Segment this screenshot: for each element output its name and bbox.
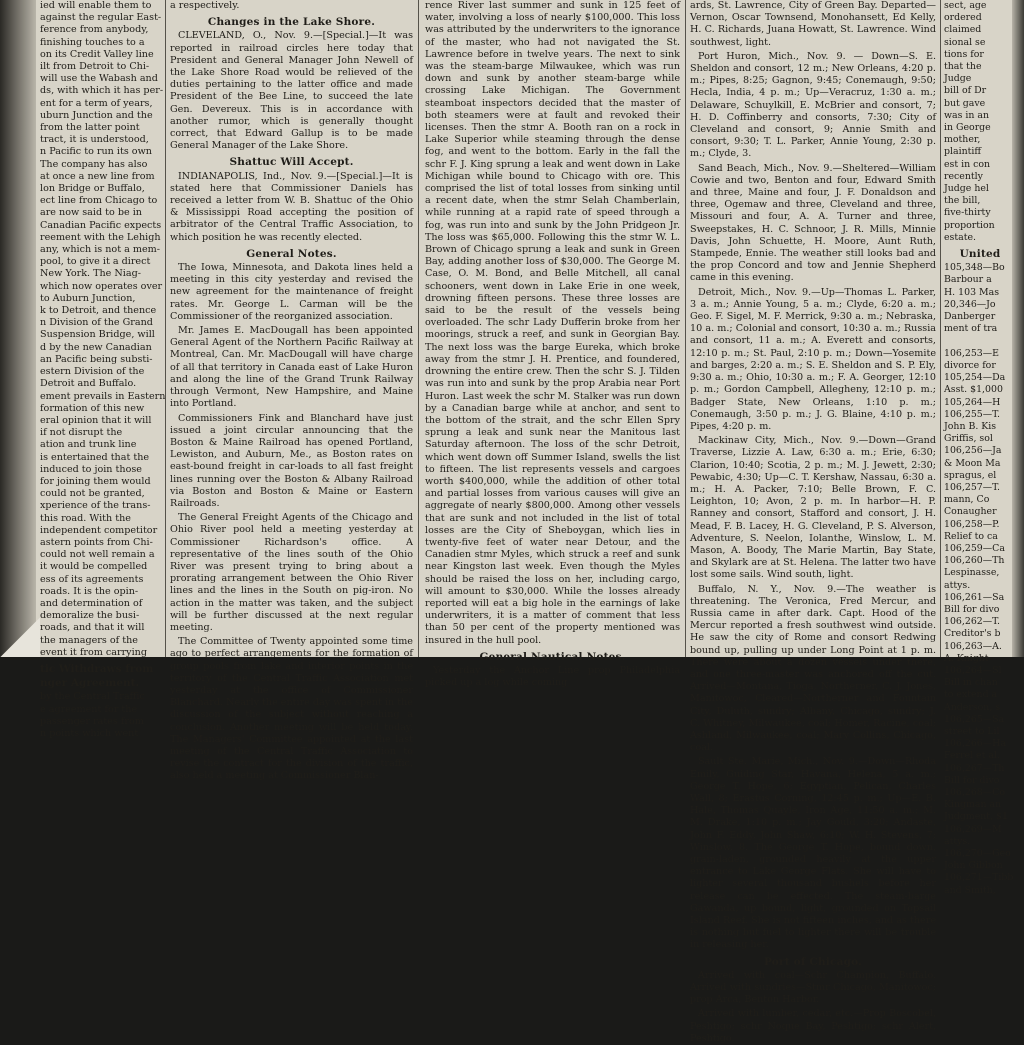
text-line: will use the Wabash and (40, 73, 158, 85)
text-line: to extend a (944, 689, 998, 701)
text-line: ment of tra (944, 323, 998, 335)
column-1-tail-text (40, 691, 162, 740)
article-nautical-notes: Yesterday the Anchor Line prop Philadelphia picked up a log while coming (425, 664, 680, 689)
article-lake-shore: CLEVELAND, O., Nov. 9.—[Special.]—It was reported in railroad circles here today that President and General Manager John Newell of the Lake Shore Road would be relieved of the duties pertaining to the latter office and made President of the Bee Line, to succeed the late Gen. Devereux. This is in accordance with another rumor, which is generally thought correct, that Edward Gallup is to be made General Manager of the Lake Shore. (170, 30, 413, 152)
text-line: 106,256—Ja (944, 445, 1002, 457)
text-line: Judgment, $1 (944, 811, 1008, 823)
text-line: ent for a term of years, (40, 97, 153, 109)
note-macdougall: Mr. James E. MacDougall has been appointed General Agent of the Northern Pacific Railway at Montreal, Can. Mr. MacDougall will have charge of all that territory in Canada east of Lake Huron and along the line of the Grand Trunk Railway through Vermont, New Hampshire, and Maine into Portland. (170, 325, 413, 410)
text-line: 106,265—Sa (944, 713, 1005, 725)
headline-lake-shore: Changes in the Lake Shore. (207, 16, 376, 29)
text-line: 106,261—Sa (944, 591, 1005, 603)
text-line: 106,267—Th (944, 762, 1005, 774)
text-line: 106,260—Th (944, 555, 1005, 567)
text-line: from the latter point (40, 122, 140, 134)
text-line: n points which went (40, 727, 139, 739)
text-line: ation and trunk line (40, 439, 137, 451)
text-line: formation of this new (40, 402, 145, 414)
text-line: Judge hel (944, 183, 989, 195)
text-line: 106,262—T. (944, 616, 1000, 628)
text-line: the bill, (944, 195, 981, 207)
text-line: 106,264—Sl (944, 664, 1002, 676)
text-line: 106,269—M (944, 823, 1002, 835)
text-line: 106,257—T. (944, 481, 1000, 493)
note-iowa-lines: The Iowa, Minnesota, and Dakota lines held a meeting in this city yesterday and revised the new agreement for the maintenance of freight rates. Mr. George L. Carman will be the Commissioner of the reorganized association. (170, 262, 413, 322)
text-line: attys. (944, 579, 971, 591)
text-line: eral opinion that it will (40, 414, 152, 426)
text-line: Judge (944, 73, 972, 85)
text-line: Griffis, sol (944, 433, 993, 445)
note-committee-twenty: The Committee of Twenty appointed some time ago to perfect arrangements for the formation of group pools from lake and interior points in the territory of the Central Traffic Association met yesterday at the office of Commissioner Blanchard. Nearly the entire day was spent in the discussion of the subject without reaching a conclusion. Another meeting will be held today. The Managers' Committee appointed at the last meeting of the Central Traffic Association to revise the contract for the division of the traffic, also held a meeting at Commissioner Blan- (170, 636, 413, 782)
text-line: proportion (944, 219, 995, 231)
page-right-edge (1012, 0, 1024, 657)
column-rule (165, 0, 166, 657)
text-line: astern points from Chi- (40, 536, 153, 548)
text-line: 106,258—P. (944, 518, 1000, 530)
text-line (944, 335, 1016, 347)
headline-general-notes: General Notes. (246, 247, 337, 260)
headline-nautical-notes: General Nautical Notes. (479, 650, 626, 663)
text-line: est in con (944, 158, 991, 170)
report-detroit: Detroit, Mich., Nov. 9.—Up—Thomas L. Parker, 3 a. m.; Annie Young, 5 a. m.; Clyde, 6:20 a. m.; Geo. F. Sigel, M. F. Merrick, 9:30 a. m.; Nebraska, 10 a. m.; Colonial and consort, 10:30 a. m.; Russia and consort, 11 a. m.; A. Everett and consorts, 12:10 p. m.; St. Paul, 2:10 p. m.; Down—Yosemite and barges, 2:20 a. m.; S. E. Sheldon and S. P. Ely, 9:30 a. m.; Ohio, 10:30 a. m.; F. A. Georger, 12:10 p. m.; Gordon Campbell, Allegheny, 12:10 p. m.; Badger State, New Orleans, 1:10 p. m.; Conemaugh, 3:50 p. m.; J. G. Blaine, 4:10 p. m.; Pipes, 4:20 p. m. (690, 286, 936, 432)
text-line: Bill for divo (944, 774, 1000, 786)
text-line: finishing touches to a (40, 36, 145, 48)
text-line: which now operates over (40, 280, 163, 292)
text-line: ess of its agreements (40, 573, 144, 585)
text-line: & Moon Ma (944, 457, 1001, 469)
text-line: and Smith, (944, 884, 996, 896)
text-line: Conaugher (944, 506, 997, 518)
text-line: 106,270—Geo (944, 848, 1011, 860)
text-line: Suspension Bridge, will (40, 329, 155, 341)
text-line: against the regular East- (40, 12, 162, 24)
text-line: reement with the Lehigh (40, 231, 161, 243)
text-line: Canadian Pacific expects (40, 219, 162, 231)
continued-line: a respectively. (170, 0, 240, 11)
text-line: Kingman an (944, 799, 1002, 811)
column-1-heading-2: nger Agreement. (40, 677, 140, 690)
text-line: 106,255—T. (944, 408, 1000, 420)
report-port-huron: Port Huron, Mich., Nov. 9. — Down—S. E. Sheldon and consort, 12 m.; New Orleans, 4:20 p. m.; Pipes, 8:25; Gagnon, 9:45; Conemaugh, 9:50; Hecla, India, 4 p. m.; Up—Veracruz, 1:30 a. m.; Delaware, Schuylkill, E. McBrier and consort, 7; H. D. Coffinberry and consorts, 7:30; City of Cleveland and consort, 9; Annie Smith and consort, 9:30; T. L. Parker, Annie Young, 2:30 p. m.; Clyde, 3. (690, 50, 936, 160)
text-line: this road. With the (40, 512, 131, 524)
text-line: tions for (944, 48, 984, 60)
text-line: by the Central Traffic (40, 691, 145, 703)
text-line: 106,253—E (944, 347, 999, 359)
text-line: for joining them would (40, 475, 151, 487)
text-line: New York. The Niag- (40, 268, 141, 280)
column-3 (425, 0, 680, 689)
column-5-text (944, 0, 1016, 244)
text-line: 106,263—A. (944, 640, 1002, 652)
text-line: The company has also (40, 158, 148, 170)
text-line: estate. (944, 231, 977, 243)
text-line: 106,266—Ha (944, 738, 1006, 750)
column-rule (940, 0, 941, 657)
text-line: pool, to give it a direct (40, 256, 151, 268)
text-line: lon Bridge or Buffalo, (40, 183, 145, 195)
text-line: any, which is not a mem- (40, 244, 160, 256)
text-line: 105,348—Bo (944, 262, 1005, 274)
column-4 (690, 0, 936, 1044)
text-line: 106,259—Ca (944, 542, 1005, 554)
text-line: bill of Dr (944, 85, 987, 97)
column-1 (40, 0, 166, 739)
text-line: mann, Co (944, 494, 990, 506)
text-line: it would be compelled (40, 561, 148, 573)
text-line: Relief to ca (944, 530, 998, 542)
text-line: is entertained that the (40, 451, 150, 463)
text-line: five-thirty (944, 207, 991, 219)
text-line: d by the new Canadian (40, 341, 152, 353)
text-line: to Auburn Junction, (40, 292, 136, 304)
text-line: H. 103 Mas (944, 286, 1000, 298)
text-line: street to Lil (944, 725, 1000, 737)
text-line: on its Credit Valley line (40, 48, 154, 60)
text-line: Anderson, s (944, 701, 1001, 713)
text-line: demoralize the busi- (40, 610, 140, 622)
text-line: ect line from Chicago to (40, 195, 158, 207)
note-fink-blanchard: Commissioners Fink and Blanchard have just issued a joint circular announcing that the Boston & Maine Railroad has opened Portland, Lewiston, and Auburn, Me., as Boston rates on east-bound freight in car-loads to all fast freight lines running over the Boston & Albany Railroad via Boston and Boston & Maine or Eastern Railroads. (170, 412, 413, 509)
text-line: ds, with which it has per- (40, 85, 164, 97)
text-line: 106,271—Tibb (944, 872, 1014, 884)
text-line: induced to join those (40, 463, 142, 475)
text-line: that the (944, 61, 982, 73)
text-line: roads. It is the opin- (40, 585, 139, 597)
article-vessel-losses: rence River last summer and sunk in 125 feet of water, involving a loss of nearly $100,000. This loss was attributed by the underwriters to the ignorance of the master, who had not navigated the St. Lawrence before in twelve years. The next to sink was the steam-barge Milwaukee, which was run down and sunk by another steam-barge while crossing Lake Michigan. The Government steamboat inspectors decided that the master of both steamers were at fault and revoked their licenses. Then the stmr A. Booth ran on a rock in Lake Superior while steaming through the dense fog, and went to the bottom. Early in the fall the schr F. J. King sprung a leak and went down in Lake Michigan while bound to Chicago with ore. This comprised the list of total losses from sinking until a recent date, when the stmr Selah Chamberlain, while running at a rapid rate of speed through a fog, was run into and sunk by the John Pridgeon Jr. The loss was $65,000. Following this the stmr W. L. Brown of Chicago sprung a leak and sunk in Green Bay, adding another loss of $30,000. The George M. Case, O. M. Bond, and Belle Mitchell, all canal schooners, went down in Lake Erie in one week, drowning fifteen persons. These three losses are said to be the result of the vessels being overloaded. The schr Lady Dufferin broke from her moorings, struck a reef, and sunk in Georgian Bay. The next loss was the barge Eureka, which broke away from the stmr J. H. Prentice, and foundered, drowning the entire crew. Then the schr S. J. Tilden was run into and sunk by the prop Arabia near Port Huron. Last week the schr M. Stalker was run down by a Canadian barge while at anchor, and sent to the bottom of the strait, and the schr Ellen Spry sprung a leak and sunk near the Manitous last Saturday afternoon. The loss of the schr Detroit, which went down off Summer Island, swells the list to fifteen. The list represents vessels and cargoes worth $400,000, while the addition of other total and partial losses from various causes will give an aggregate of nearly $800,000. Among other vessels that are sunk and not included in the list of total losses are the City of Sheboygan, which lies in twenty-five feet of water near Detour, and the Canadien stmr Myles, which struck a reef and sunk near Kingston last week. Even though the Myles should be raised the loss on her, including cargo, will amount to $30,000. While the losses already reported will eat a big hole in the earnings of lake underwriters, it is a matter of comment that less than 50 per cent of the property mentioned was insured in the hull pool. (425, 0, 680, 646)
text-line: 105,254—Da (944, 372, 1006, 384)
torn-corner (0, 617, 40, 657)
text-line: if not disrupt the (40, 427, 123, 439)
report-continued: ards, St. Lawrence, City of Green Bay. Departed—Vernon, Oscar Townsend, Monohansett, Ed Kelly, H. C. Richards, Juana Howatt, St. Lawrence. Wind southwest, light. (690, 0, 936, 48)
report-sault: Sault Ste. Marie, Mich., Nov. 9.—Down—Rhoda Emily, Guiding Star, Havana, Helena, 5 a. m.; George T. Hope, 6; Egyptian, Pelican, Charles Wall, 8; Erastus Corning, 12:45 p. m.; Up—E. B. Hale, Thomas Quayle, Iron Age, 11:50 a. m.; M. M. Drake, 1:10 p. m.; Jay Gould, 3:20; Andaste, John F. Eddy, John Shaw, 6:10; W. H. Stevens, 7; Winslow, 8. The George T. Hope, bound down, grain-laden, grounded heavily at the upper entrance to Lake George Flats. She will have to lighter several thousand bushels before her release can be effected. The steam-barge Gawanda, up bound, light, grounded on Topsail Island Reef. She is not fifteen inches, and as there is nothing but fuel to lighter there will be trouble in releasing her. (690, 756, 936, 951)
text-line: the managers of the (40, 634, 138, 646)
text-line: plaintiff (944, 146, 982, 158)
text-line: sional se (944, 36, 986, 48)
text-line: was in an (944, 109, 990, 121)
text-line: could not be granted, (40, 488, 145, 500)
text-line: n Division of the Grand (40, 317, 153, 329)
text-line: Detroit and Buffalo. (40, 378, 137, 390)
text-line: recently (944, 170, 983, 182)
column-rule (685, 0, 686, 657)
report-buffalo: Buffalo, N. Y., Nov. 9.—The weather is threatening. The Veronica, Fred Mercur, and Russia came in after dark. Capt. Hood of the Mercur reported a fresh southwest wind outside. He saw the city of Rome and consort Redwing bound up, pulling up under Long Point at 1 p. m. There were about a dozen vessels under there, and one three-master was anchored off the cut. Arrived—Montana, Tioga, Northerner, C. J. Jones, Manitowoc, Cleared—Northerner and Fountain City, Duluth, sundry; Albany, Chicago, sundry; J. C. Whitney, Milwaukee, coal; Homer, Racine, coal; Ashland, Milwaukee, coal; Mary Collins, Chicago, coal. (690, 583, 936, 754)
report-mackinaw: Mackinaw City, Mich., Nov. 9.—Down—Grand Traverse, Lizzie A. Law, 6:30 a. m.; Erie, 6:30; Clarion, 10:40; Scotia, 2 p. m.; M. J. Jewett, 2:30; Pewabic, 4:30; Up—C. T. Kershaw, Nassau, 6:30 a. m.; H. A. Packer, 7:10; Belle Brown, F. C. Leighton, 10; Avon, 2 p. m. In harbor—H. P. Ranney and consort, Stafford and consort, J. H. Mead, F. B. Lacey, H. G. Cleveland, P. S. Alverson, Adventure, S. Neelon, Iolanthe, Winslow, L. M. Mason, A. Boody, The Marie Martin, Bay State, and Skylark are at St. Helena. The latter two have lost some sails. Wind south, light. (690, 435, 936, 581)
text-line: k to Detroit, and thence (40, 305, 157, 317)
text-line: Ferrel et al. (944, 750, 1000, 762)
text-line: and determination of (40, 597, 143, 609)
text-line: ordered (944, 12, 982, 24)
column-1-heading: tic Withdraws from (40, 662, 154, 675)
text-line: Asst. $1,000 (944, 384, 1003, 396)
text-line: could not well remain a (40, 549, 155, 561)
text-line: Bill for divo (944, 603, 1000, 615)
note-freight-agents: The General Freight Agents of the Chicago and Ohio River pool held a meeting yesterday at Commissioner Richardson's office. A representative of the lines south of the Ohio River was present trying to bring about a prorating arrangement between the Ohio River lines and the lines in the South on pig-iron. No action in the matter was taken, and the subject will be further discussed at the next regular meeting. (170, 512, 413, 633)
arrivals-lumber: Arrived with lumber, cedar, etc.—Prop Boscobel, Peshtigo; schr Noque Bay, Peshtigo; schr Alert, Peshtigo. (690, 1008, 936, 1044)
text-line: passenger rates from (40, 715, 144, 727)
text-line: Bill in chan (944, 677, 998, 689)
text-line: e agreement for the (40, 703, 138, 715)
text-line: sect, age (944, 0, 987, 11)
text-line: n Pacific to run its own (40, 146, 152, 158)
text-line: mother, (944, 134, 981, 146)
text-line: John B. Kis (944, 420, 997, 432)
column-5-heading: United (959, 248, 1001, 261)
report-sand-beach: Sand Beach, Mich., Nov. 9.—Sheltered—William Cowie and two, Benton and four, Edward Smith and three, Maine and four, J. F. Donaldson and three, Ogemaw and three, Cleveland and three, Missouri and four, A. A. Turner and three, Sweepstakes, H. C. Schnoor, J. R. Mills, Minnie Davis, John Schuette, H. Moore, Aunt Ruth, Stampede, Ennie. The weather still looks bad and the prop Concord and tow and Jennie Shepherd came in this evening. (690, 162, 936, 284)
headline-port-of-chicago: Port of Chicago. (763, 955, 863, 968)
text-line: event it from carrying (40, 646, 147, 658)
text-line: 20,346—Jo (944, 298, 996, 310)
text-line: tract, it is understood, (40, 134, 149, 146)
column-5 (944, 0, 1016, 896)
column-5-tail-text (944, 262, 1016, 897)
text-line: ement prevails in Eastern (40, 390, 166, 402)
column-rule (418, 0, 419, 657)
text-line: independent competitor (40, 524, 158, 536)
text-line: John Gibbon (944, 860, 1003, 872)
article-shattuc: INDIANAPOLIS, Ind., Nov. 9.—[Special.]—It is stated here that Commissioner Daniels has received a letter from W. B. Shattuc of the Ohio & Mississippi Road accepting the position of arbitrator of the Central Traffic Association, to which position he was recently elected. (170, 170, 413, 243)
column-2 (170, 0, 413, 782)
text-line: divorce for (944, 359, 996, 371)
text-line: Lespinasse, (944, 567, 1000, 579)
text-line: but gave (944, 97, 986, 109)
text-line: roads, and that it will (40, 622, 145, 634)
text-line: ied will enable them to (40, 0, 152, 11)
text-line: spragus, el (944, 469, 997, 481)
column-1-text (40, 0, 166, 659)
text-line: 105,264—H (944, 396, 1001, 408)
text-line: claimed (944, 24, 982, 36)
arrivals-coal: Arrived with coal—Schr Champion, Buffalo. Arrived with sundries—Stmr Chicago, Manitowoc; prop Arca, Benton Harbor. (690, 969, 936, 1006)
text-line: A. Knight (944, 652, 989, 664)
text-line: Danberger (944, 311, 996, 323)
page-left-edge (0, 0, 36, 657)
text-line: attys. (944, 835, 971, 847)
text-line: are now said to be in (40, 207, 142, 219)
text-line: Barbour a (944, 274, 992, 286)
text-line: estern Division of the (40, 366, 145, 378)
text-line: in George (944, 122, 991, 134)
text-line: xperience of the trans- (40, 500, 151, 512)
text-line: ference from anybody, (40, 24, 149, 36)
text-line: Creditor's b (944, 628, 1001, 640)
text-line: ilt from Detroit to Chi- (40, 61, 150, 73)
text-line: an Pacific being substi- (40, 353, 153, 365)
text-line: at once a new line from (40, 170, 155, 182)
text-line: uburn Junction and the (40, 109, 153, 121)
headline-shattuc: Shattuc Will Accept. (229, 156, 354, 169)
text-line: 106,268—Co (944, 787, 1005, 798)
